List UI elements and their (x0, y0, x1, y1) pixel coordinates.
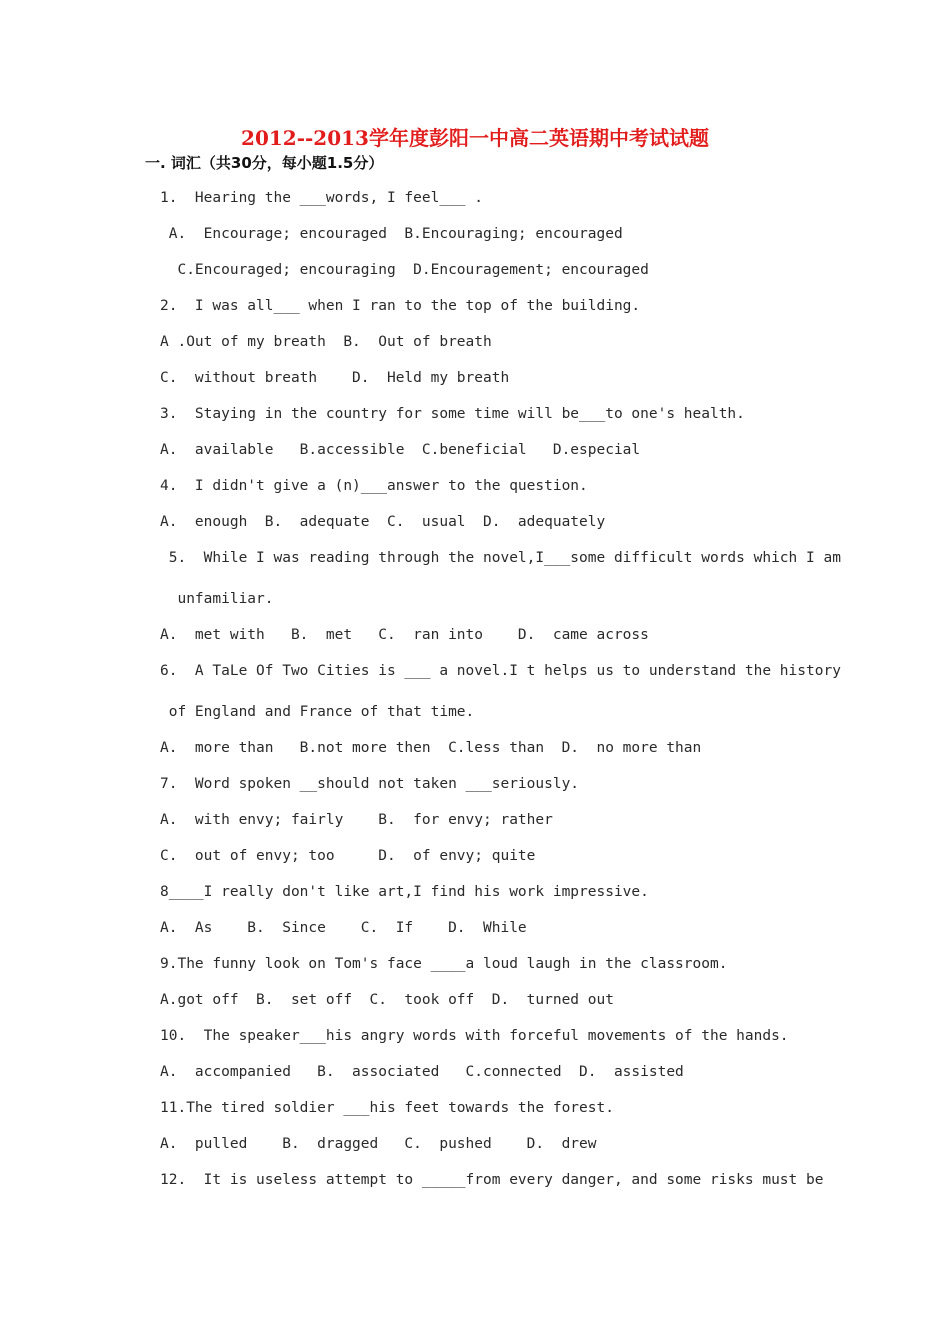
question-line: 7. Word spoken __should not taken ___seriously. (160, 776, 580, 792)
document-title: 2012--2013学年度彭阳一中高二英语期中考试试题 (241, 126, 709, 150)
option-line: A. Encourage; encouraged B.Encouraging; encouraged (160, 226, 623, 242)
question-line: 2. I was all___ when I ran to the top of the building. (160, 298, 641, 314)
question-line: 9.The funny look on Tom's face ____a loud laugh in the classroom. (160, 956, 728, 972)
question-line: 12. It is useless attempt to _____from every danger, and some risks must be (160, 1172, 824, 1188)
option-line: A. pulled B. dragged C. pushed D. drew (160, 1136, 597, 1152)
question-line: 10. The speaker___his angry words with forceful movements of the hands. (160, 1028, 789, 1044)
question-line-continued: unfamiliar. (160, 591, 274, 607)
question-line: 5. While I was reading through the novel,I___some difficult words which I am (160, 550, 841, 566)
option-line: A. accompanied B. associated C.connected D. assisted (160, 1064, 684, 1080)
question-line: 8____I really don't like art,I find his work impressive. (160, 884, 649, 900)
question-line: 11.The tired soldier ___his feet towards the forest. (160, 1100, 614, 1116)
option-line: C.Encouraged; encouraging D.Encouragement; encouraged (160, 262, 649, 278)
question-line: 1. Hearing the ___words, I feel___ . (160, 190, 484, 206)
question-line: 6. A TaLe Of Two Cities is ___ a novel.I t helps us to understand the history (160, 663, 841, 679)
question-line-continued: of England and France of that time. (160, 704, 475, 720)
option-line: A. met with B. met C. ran into D. came across (160, 627, 649, 643)
option-line: A. available B.accessible C.beneficial D.especial (160, 442, 641, 458)
option-line: A.got off B. set off C. took off D. turned out (160, 992, 614, 1008)
option-line: A. As B. Since C. If D. While (160, 920, 527, 936)
section-heading: 一. 词汇（共30分，每小题1.5分） (145, 154, 384, 172)
question-line: 4. I didn't give a (n)___answer to the question. (160, 478, 588, 494)
option-line: A. more than B.not more then C.less than D. no more than (160, 740, 702, 756)
option-line: C. without breath D. Held my breath (160, 370, 510, 386)
option-line: C. out of envy; too D. of envy; quite (160, 848, 536, 864)
question-line: 3. Staying in the country for some time will be___to one's health. (160, 406, 745, 422)
option-line: A. enough B. adequate C. usual D. adequately (160, 514, 606, 530)
option-line: A. with envy; fairly B. for envy; rather (160, 812, 553, 828)
option-line: A .Out of my breath B. Out of breath (160, 334, 492, 350)
